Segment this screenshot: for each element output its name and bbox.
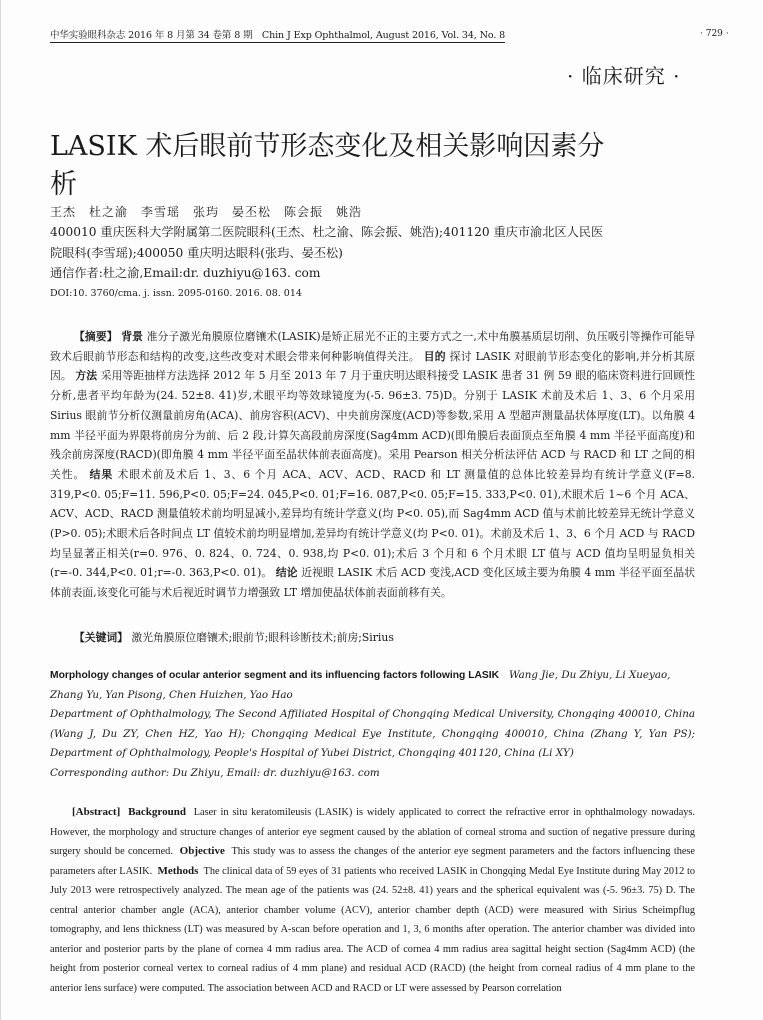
page-number: · 729 ·	[700, 29, 729, 39]
background-label: 背景	[121, 330, 144, 343]
english-title-block	[50, 666, 695, 705]
results-text: 术眼术前及术后 1、3、6 个月 ACA、ACV、ACD、RACD 和 LT 测量值的总体比较差异均有统计学意义(F=8. 319,P<0. 05;F=11. 596,P<0. 05;F=24. 045,P<0. 01;F=16. 087,P<0. 05;F=15. 333,P<0. 01),术眼术后 1~6 个月 ACA、ACV、ACD、RACD 测量值较术前均明显减小,差异均有统计学意义(均 P<0. 05),而 Sag4mm ACD 值与术前比较差异无统计学意义(P>0. 05);术眼术后各时间点 LT 值较术前均明显增加,差异均有统计学意义(均 P<0. 01)。术前及术后 1、3、6 个月 ACD 与 RACD 均呈显著正相关(r=0. 976、0. 824、0. 724、0. 938,均 P<0. 01);术后 3 个月和 6 个月术眼 LT 值与 ACD 值均呈明显负相关(r=-0. 344,P<0. 01;r=-0. 363,P<0. 01)。	[50, 467, 695, 580]
page-edge	[0, 0, 1, 1020]
en-methods-label: Methods	[157, 864, 199, 877]
en-methods-text: The clinical data of 59 eyes of 31 patients who received LASIK in Chongqing Medal Eye Institute during May 2012 to July 2013 were retrospectively analyzed. The mean age of the patients was (24. 52±8. 41) years and the spherical equivalent was (-5. 96±3. 75) D. The central anterior chamber angle (ACA), anterior chamber volume (ACV), anterior chamber depth (ACD) were measured with Sirius Scheimpflug tomography, and lens thickness (LT) was measured by A-scan before operation and 1, 3, 6 months after operation. The anterior chamber was divided into anterior and posterior parts by the plane of cornea 4 mm radius area. The ACD of cornea 4 mm radius area sagittal height section (Sag4mm ACD) (the height from posterior corneal vertex to corneal radius of 4 mm plane) and residual ACD (RACD) (the height from corneal radius of 4 mm plane to the anterior lens surface) were computed. The association between ACD and RACD or LT were assessed by Pearson correlation	[50, 865, 695, 994]
conclusions-text: 近视眼 LASIK 术后 ACD 变浅,ACD 变化区域主要为角膜 4 mm 半径平面至晶状体前表面,该变化可能与术后视近时调节力增强致 LT 增加使晶状体前表面前移有关。	[50, 566, 696, 600]
en-background-text: Laser in situ keratomileusis (LASIK) is widely applicated to correct the refractive error in ophthalmology nowadays. However, the morphology and structure changes of anterior eye segment caused by the ablation of corneal stroma and suction of negative pressure during surgery should be concerned.	[50, 807, 696, 857]
objective-text: 探讨 LASIK 对眼前节形态变化的影响,并分析其原因。	[50, 349, 695, 383]
english-title: Morphology changes of ocular anterior segment and its influencing factors following LASIK	[50, 670, 500, 681]
article-title: LASIK 术后眼前节形态变化及相关影响因素分析	[50, 131, 605, 201]
english-affiliation: Department of Ophthalmology, The Second Affiliated Hospital of Chongqing Medical University, Chongqing 400010, China (Wang J, Du ZY, Chen HZ, Yao H); Chongqing Medical Eye Institute, Chongqing 400010, China (Zhang Y, Yan PS); Department of Ophthalmology, People's Hospital of Yubei District, Chongqing 401120, China (Li XY)	[50, 708, 695, 759]
en-abstract-label: [Abstract]	[72, 806, 121, 818]
abstract-label: 【摘要】	[74, 330, 118, 343]
english-authors: Wang Jie, Du Zhiyu, Li Xueyao, Zhang Yu, Yan Pisong, Chen Huizhen, Yao Hao	[50, 669, 671, 701]
abstract-en	[50, 803, 695, 998]
corresponding-author: 通信作者:杜之渝,Email:dr. duzhiyu@163. com	[50, 266, 321, 280]
section-label: · 临床研究 ·	[567, 64, 681, 88]
methods-text: 采用等距抽样方法选择 2012 年 5 月至 2013 年 7 月于重庆明达眼科接受 LASIK 患者 31 例 59 眼的临床资料进行回顾性分析,患者平均年龄为(24. 52±8. 41)岁,术眼平均等效球镜度为(-5. 96±3. 75)D。分别于 LASIK 术前及术后 1、3、6 个月采用 Sirius 眼前节分析仪测量前房角(ACA)、前房容积(ACV)、中央前房深度(ACD)等参数,采用 A 型超声测量晶状体厚度(LT)。以角膜 4 mm 半径平面为界限将前房分为前、后 2 段,计算矢高段前房深度(Sag4mm ACD)(即角膜后表面顶点至角膜 4 mm 半径平面高度)和残余前房深度(RACD)(即角膜 4 mm 半径平面至晶状体前表面高度)。采用 Pearson 相关分析法评估 ACD 与 RACD 和 LT 之间的相关性。	[50, 369, 696, 481]
en-objective-text: This study was to assess the changes of the anterior eye segment parameters and the factors influencing these parameters after LASIK.	[50, 846, 695, 877]
en-background-label: Background	[128, 806, 186, 818]
running-head: 中华实验眼科杂志 2016 年 8 月第 34 卷第 8 期 Chin J Exp Ophthalmol, August 2016, Vol. 34, No. 8	[50, 27, 505, 43]
keywords-zh	[50, 630, 394, 645]
en-objective-label: Objective	[179, 845, 225, 857]
methods-label: 方法	[75, 369, 98, 383]
doi: DOI:10. 3760/cma. j. issn. 2095-0160. 2016. 08. 014	[50, 288, 302, 299]
affiliation: 400010 重庆医科大学附属第二医院眼科(王杰、杜之渝、陈会振、姚浩);401120 重庆市渝北区人民医院眼科(李雪瑶);400050 重庆明达眼科(张玙、晏丕松)	[50, 225, 604, 260]
keywords-label: 【关键词】	[74, 631, 128, 644]
results-label: 结果	[89, 467, 114, 481]
objective-label: 目的	[423, 349, 446, 363]
keywords-text: 激光角膜原位磨镶术;眼前节;眼科诊断技术;前房;Sirius	[131, 631, 394, 644]
english-affiliation-block	[50, 705, 695, 783]
authors: 王杰 杜之渝 李雪瑶 张玙 晏丕松 陈会振 姚浩	[50, 205, 363, 219]
conclusions-label: 结论	[275, 566, 298, 580]
english-corresponding: Corresponding author: Du Zhiyu, Email: dr. duzhiyu@163. com	[50, 766, 380, 779]
abstract-zh	[50, 327, 695, 603]
background-text: 准分子激光角膜原位磨镶术(LASIK)是矫正屈光不正的主要方式之一,术中角膜基质层切削、负压吸引等操作可能导致术后眼前节形态和结构的改变,这些改变对术眼会带来何种影响值得关注。	[50, 330, 696, 363]
